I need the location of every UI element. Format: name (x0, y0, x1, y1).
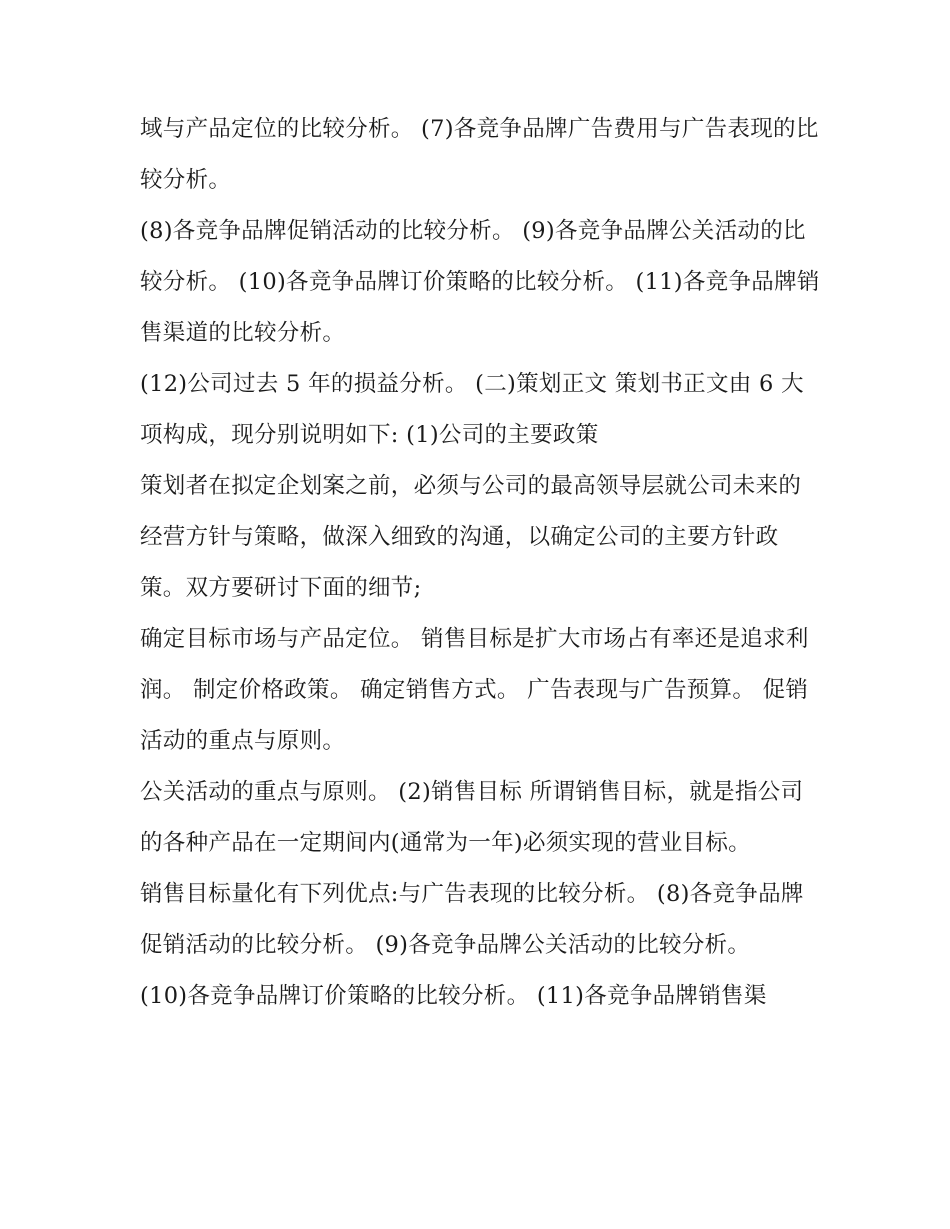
paragraph: 确定目标市场与产品定位。 销售目标是扩大市场占有率还是追求利润。 制定价格政策。 确定销售方式。 广告表现与广告预算。 促销活动的重点与原则。 (140, 626, 809, 754)
paragraph: (12)公司过去 5 年的损益分析。 (二)策划正文 策划书正文由 6 大项构成，现分别说明如下: (1)公司的主要政策 (140, 371, 804, 448)
document-body (140, 104, 820, 1022)
paragraph: (10)各竞争品牌订价策略的比较分析。 (11)各竞争品牌销售渠 (140, 983, 767, 1009)
paragraph: 公关活动的重点与原则。 (2)销售目标 所谓销售目标，就是指公司的各种产品在一定期间内(通常为一年)必须实现的营业目标。 (140, 779, 804, 856)
paragraph: (8)各竞争品牌促销活动的比较分析。 (9)各竞争品牌公关活动的比较分析。 (10)各竞争品牌订价策略的比较分析。 (11)各竞争品牌销售渠道的比较分析。 (140, 218, 820, 346)
paragraph: 策划者在拟定企划案之前，必须与公司的最高领导层就公司未来的经营方针与策略，做深入细致的沟通，以确定公司的主要方针政策。双方要研讨下面的细节; (140, 473, 802, 601)
paragraph: 域与产品定位的比较分析。 (7)各竞争品牌广告费用与广告表现的比较分析。 (140, 116, 819, 193)
paragraph: 销售目标量化有下列优点:与广告表现的比较分析。 (8)各竞争品牌促销活动的比较分析。 (9)各竞争品牌公关活动的比较分析。 (140, 881, 804, 958)
